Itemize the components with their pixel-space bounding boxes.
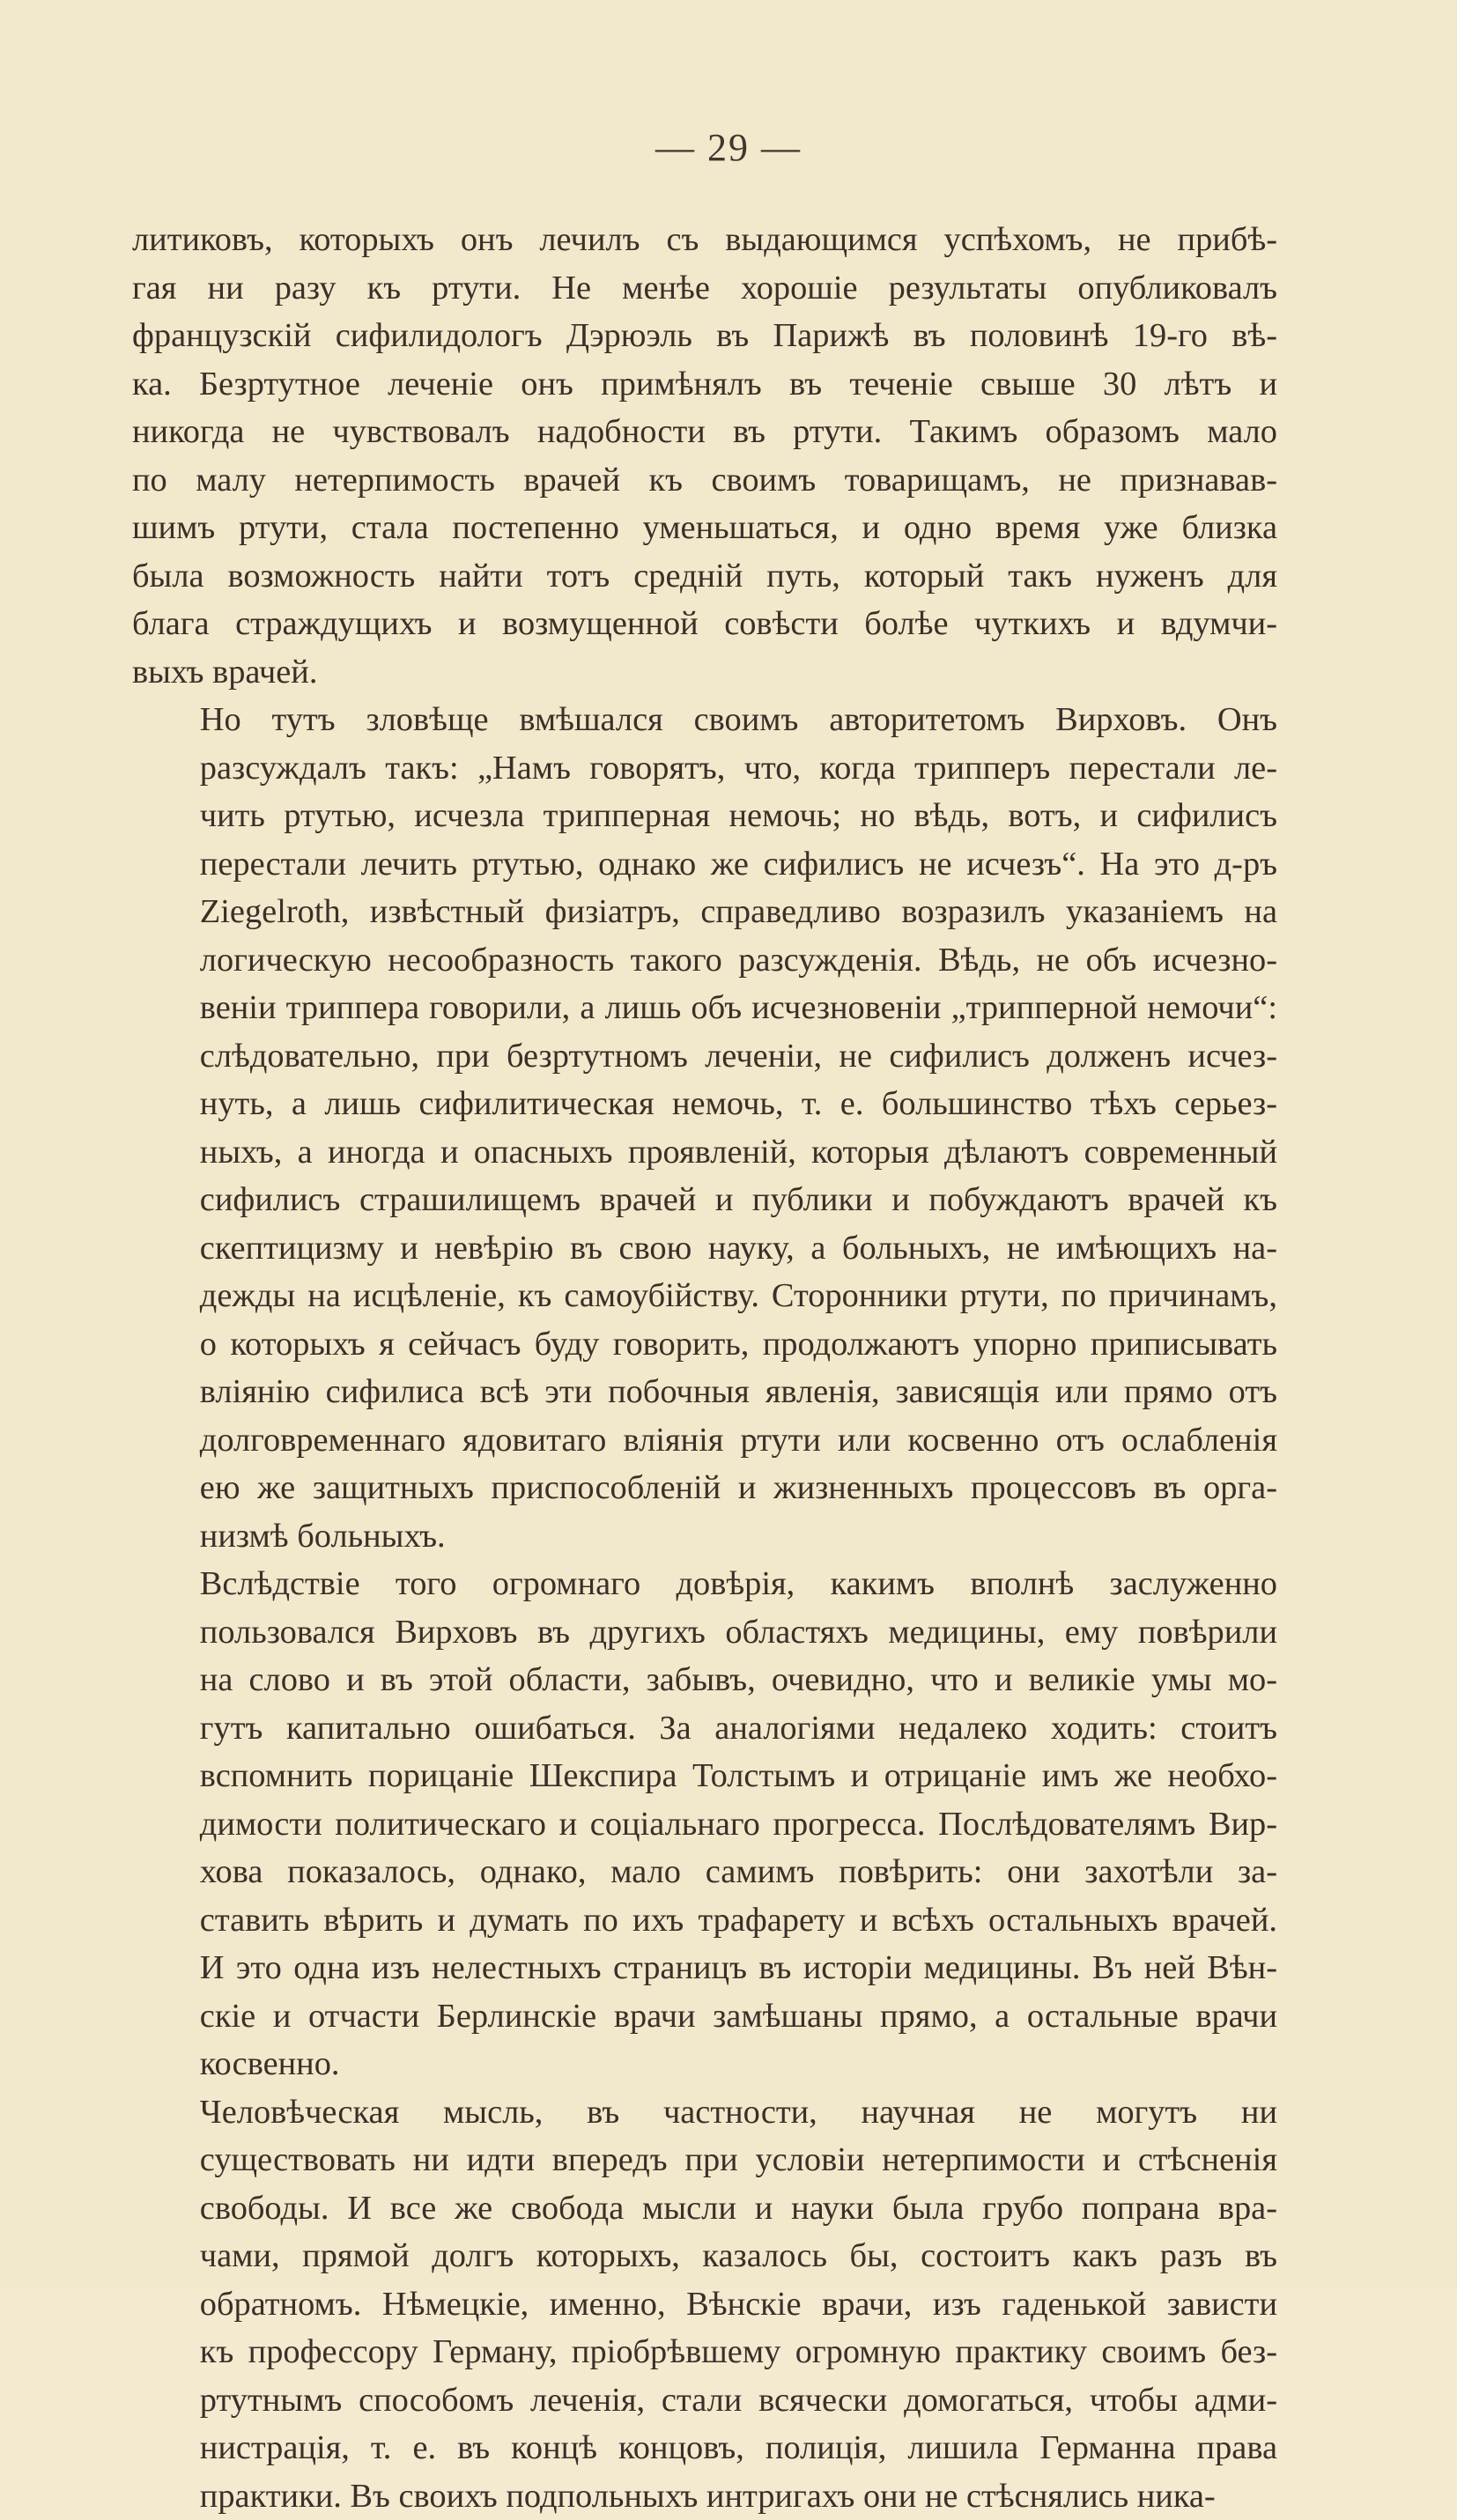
text-line: была возможность найти тотъ средній путь, который такъ нуженъ для [132, 552, 1277, 601]
text-line: вспомнить порицаніе Шекспира Толстымъ и отрицаніе имъ же необхо- [132, 1752, 1277, 1800]
text-line: слѣдовательно, при безртутномъ леченіи, не сифилисъ долженъ исчез- [132, 1032, 1277, 1081]
text-line: гая ни разу къ ртути. Не менѣе хорошіе результаты опубликовалъ [132, 264, 1277, 313]
text-line: практики. Въ своихъ подпольныхъ интригахъ они не стѣснялись ника- [132, 2472, 1277, 2520]
text-line: литиковъ, которыхъ онъ лечилъ съ выдающимся успѣхомъ, не прибѣ- [132, 216, 1277, 264]
text-line: Ziegelroth, извѣстный физіатръ, справедливо возразилъ указаніемъ на [132, 888, 1277, 936]
paragraph [132, 696, 1277, 1560]
text-line: логическую несообразность такого разсужденія. Вѣдь, не объ исчезно- [132, 936, 1277, 985]
text-line: скептицизму и невѣрію въ свою науку, а больныхъ, не имѣющихъ на- [132, 1224, 1277, 1273]
paragraph [132, 1560, 1277, 2088]
text-line: по малу нетерпимость врачей къ своимъ товарищамъ, не признавав- [132, 456, 1277, 505]
text-line: чить ртутью, исчезла трипперная немочь; но вѣдь, вотъ, и сифилисъ [132, 792, 1277, 840]
text-line: французскій сифилидологъ Дэрюэль въ Парижѣ въ половинѣ 19-го вѣ- [132, 312, 1277, 360]
text-line: чами, прямой долгъ которыхъ, казалось бы, состоитъ какъ разъ въ [132, 2232, 1277, 2280]
text-line: блага страждущихъ и возмущенной совѣсти болѣе чуткихъ и вдумчи- [132, 600, 1277, 648]
text-line: на слово и въ этой области, забывъ, очевидно, что и великіе умы мо- [132, 1656, 1277, 1704]
text-line: разсуждалъ такъ: „Намъ говорятъ, что, когда трипперъ перестали ле- [132, 744, 1277, 793]
body-text [132, 216, 1277, 2520]
text-line: дежды на исцѣленіе, къ самоубійству. Сторонники ртути, по причинамъ, [132, 1272, 1277, 1320]
text-line: И это одна изъ нелестныхъ страницъ въ исторіи медицины. Въ ней Вѣн- [132, 1944, 1277, 1992]
text-line: шимъ ртути, стала постепенно уменьшаться, и одно время уже близка [132, 504, 1277, 552]
text-line: никогда не чувствовалъ надобности въ ртути. Такимъ образомъ мало [132, 408, 1277, 456]
text-line: димости политическаго и соціальнаго прогресса. Послѣдователямъ Вир- [132, 1800, 1277, 1849]
text-line: о которыхъ я сейчасъ буду говорить, продолжаютъ упорно приписывать [132, 1320, 1277, 1369]
text-line: пользовался Вирховъ въ другихъ областяхъ медицины, ему повѣрили [132, 1608, 1277, 1657]
text-line: перестали лечить ртутью, однако же сифилисъ не исчезъ“. На это д-ръ [132, 840, 1277, 889]
text-line: низмѣ больныхъ. [132, 1512, 1277, 1561]
text-line: свободы. И все же свобода мысли и науки была грубо попрана вра- [132, 2184, 1277, 2233]
text-line: косвенно. [132, 2040, 1277, 2088]
text-line: выхъ врачей. [132, 648, 1277, 697]
text-line: нуть, а лишь сифилитическая немочь, т. е. большинство тѣхъ серьез- [132, 1080, 1277, 1128]
text-line: къ профессору Герману, пріобрѣвшему огромную практику своимъ без- [132, 2328, 1277, 2376]
text-line: ею же защитныхъ приспособленій и жизненныхъ процессовъ въ орга- [132, 1464, 1277, 1512]
text-line: ныхъ, а иногда и опасныхъ проявленій, которыя дѣлаютъ современный [132, 1128, 1277, 1177]
text-line: ставить вѣрить и думать по ихъ трафарету и всѣхъ остальныхъ врачей. [132, 1896, 1277, 1945]
page-number: — 29 — [0, 125, 1457, 170]
text-line: скіе и отчасти Берлинскіе врачи замѣшаны прямо, а остальные врачи [132, 1992, 1277, 2041]
text-line: долговременнаго ядовитаго вліянія ртути или косвенно отъ ослабленія [132, 1416, 1277, 1465]
text-line: сифилисъ страшилищемъ врачей и публики и побуждаютъ врачей къ [132, 1176, 1277, 1224]
paragraph [132, 216, 1277, 696]
text-line: нистрація, т. е. въ концѣ концовъ, полиція, лишила Германна права [132, 2424, 1277, 2472]
text-line: Вслѣдствіе того огромнаго довѣрія, какимъ вполнѣ заслуженно [132, 1560, 1277, 1608]
text-line: вліянію сифилиса всѣ эти побочныя явленія, зависящія или прямо отъ [132, 1368, 1277, 1416]
text-line: ка. Безртутное леченіе онъ примѣнялъ въ теченіе свыше 30 лѣтъ и [132, 360, 1277, 409]
paragraph [132, 2088, 1277, 2520]
text-line: веніи триппера говорили, а лишь объ исчезновеніи „трипперной немочи“: [132, 984, 1277, 1032]
text-line: Человѣческая мысль, въ частности, научная не могутъ ни [132, 2088, 1277, 2137]
text-line: ртутнымъ способомъ леченія, стали всячески домогаться, чтобы адми- [132, 2376, 1277, 2425]
text-line: Но тутъ зловѣще вмѣшался своимъ авторитетомъ Вирховъ. Онъ [132, 696, 1277, 744]
text-line: хова показалось, однако, мало самимъ повѣрить: они захотѣли за- [132, 1848, 1277, 1896]
text-line: существовать ни идти впередъ при условіи нетерпимости и стѣсненія [132, 2136, 1277, 2184]
text-line: гутъ капитально ошибаться. За аналогіями недалеко ходить: стоитъ [132, 1704, 1277, 1753]
text-line: обратномъ. Нѣмецкіе, именно, Вѣнскіе врачи, изъ гаденькой зависти [132, 2280, 1277, 2329]
